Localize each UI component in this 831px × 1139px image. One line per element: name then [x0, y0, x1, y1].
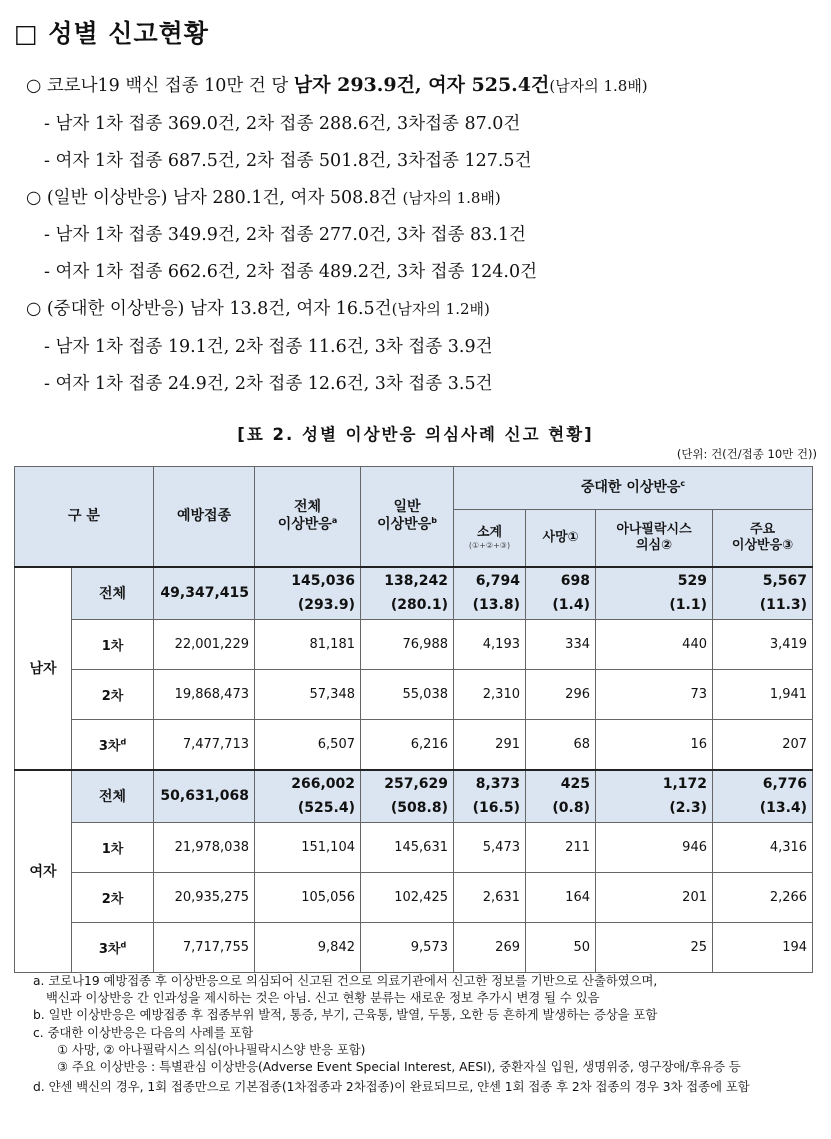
cell-death: 296 — [526, 670, 596, 720]
cell-general-ae: 138,242 (280.1) — [361, 567, 454, 620]
header-major-ae: 주요 이상반응③ — [713, 510, 813, 567]
table-row — [15, 670, 813, 720]
cell-death: 164 — [526, 873, 596, 923]
summary-highlight: 남자 293.9건, 여자 525.4건 — [293, 74, 550, 96]
summary-ratio: (남자의 1.8배) — [549, 77, 648, 95]
cell-vaccinations: 7,717,755 — [154, 923, 255, 973]
cell-vaccinations: 22,001,229 — [154, 620, 255, 670]
summary-line-male: - 남자 1차 접종 369.0건, 2차 접종 288.6건, 3차접종 87.0건 — [44, 114, 521, 134]
cell-general-ae: 55,038 — [361, 670, 454, 720]
header-subtotal: 소계 (①+②+③) — [454, 510, 526, 567]
cell-all-ae: 6,507 — [255, 720, 361, 770]
group-label-female: 여자 — [15, 770, 72, 973]
header-category: 구 분 — [15, 467, 154, 567]
summary-line-serious-female: - 여자 1차 접종 24.9건, 2차 접종 12.6건, 3차 접종 3.5건 — [44, 374, 493, 394]
header-anaphylaxis: 아나필락시스 의심② — [596, 510, 713, 567]
row-label: 전체 — [72, 567, 154, 620]
cell-subtotal: 269 — [454, 923, 526, 973]
header-serious-ae: 중대한 이상반응$^c$ — [454, 467, 813, 510]
footnote-a-cont: 백신과 이상반응 간 인과성을 제시하는 것은 아님. 신고 현황 분류는 새로운 정보 추가시 변경 될 수 있음 — [46, 991, 600, 1006]
cell-anaphylaxis: 946 — [596, 823, 713, 873]
cell-all-ae: 81,181 — [255, 620, 361, 670]
cell-general-ae: 6,216 — [361, 720, 454, 770]
footnote-c: c. 중대한 이상반응은 다음의 사례를 포함 — [33, 1025, 254, 1040]
cell-major-ae: 1,941 — [713, 670, 813, 720]
summary-text: ○ 코로나19 백신 접종 10만 건 당 — [26, 76, 294, 96]
cell-vaccinations: 49,347,415 — [154, 567, 255, 620]
footnotes — [33, 973, 818, 1096]
cell-anaphylaxis: 25 — [596, 923, 713, 973]
cell-death: 68 — [526, 720, 596, 770]
header-vaccinations: 예방접종 — [154, 467, 255, 567]
cell-death: 334 — [526, 620, 596, 670]
cell-death: 425 (0.8) — [526, 770, 596, 823]
table-row — [15, 823, 813, 873]
cell-general-ae: 145,631 — [361, 823, 454, 873]
summary-line-general-male: - 남자 1차 접종 349.9건, 2차 접종 277.0건, 3차 접종 83.1건 — [44, 225, 526, 245]
cell-subtotal: 2,310 — [454, 670, 526, 720]
table-unit: (단위: 건(건/접종 10만 건)) — [676, 447, 817, 461]
cell-subtotal: 6,794 (13.8) — [454, 567, 526, 620]
cell-major-ae: 5,567 (11.3) — [713, 567, 813, 620]
cell-subtotal: 4,193 — [454, 620, 526, 670]
cell-anaphylaxis: 16 — [596, 720, 713, 770]
cell-subtotal: 291 — [454, 720, 526, 770]
table-row — [15, 873, 813, 923]
footnote-b: b. 일반 이상반응은 예방접종 후 접종부위 발적, 통증, 부기, 근육통, 발열, 두통, 오한 등 흔하게 발생하는 증상을 포함 — [33, 1008, 658, 1023]
cell-general-ae: 102,425 — [361, 873, 454, 923]
group-label-male: 남자 — [15, 567, 72, 770]
summary-line-serious-male: - 남자 1차 접종 19.1건, 2차 접종 11.6건, 3차 접종 3.9건 — [44, 337, 493, 357]
row-label: 2차 — [72, 873, 154, 923]
cell-subtotal: 8,373 (16.5) — [454, 770, 526, 823]
table-row — [15, 923, 813, 973]
cell-major-ae: 4,316 — [713, 823, 813, 873]
header-all-ae: 전체 이상반응$^a$ — [255, 467, 361, 567]
footnote-a: a. 코로나19 예방접종 후 이상반응으로 의심되어 신고된 건으로 의료기관에서 신고한 정보를 기반으로 산출하였으며, — [33, 974, 658, 988]
cell-all-ae: 57,348 — [255, 670, 361, 720]
row-label: 3차$^d$ — [72, 720, 154, 770]
cell-general-ae: 9,573 — [361, 923, 454, 973]
footnote-c-item2: ③ 주요 이상반응 : 특별관심 이상반응(Adverse Event Special Interest, AESI), 중환자실 입원, 생명위중, 영구장애/후유증 등 — [57, 1060, 741, 1075]
summary-line-serious — [26, 295, 490, 320]
cell-anaphylaxis: 1,172 (2.3) — [596, 770, 713, 823]
cell-death: 698 (1.4) — [526, 567, 596, 620]
cell-anaphylaxis: 201 — [596, 873, 713, 923]
cell-all-ae: 151,104 — [255, 823, 361, 873]
adverse-event-table — [14, 466, 813, 973]
cell-vaccinations: 19,868,473 — [154, 670, 255, 720]
summary-line-total — [26, 70, 648, 97]
table-row — [15, 620, 813, 670]
table-row — [15, 720, 813, 770]
header-general-ae: 일반 이상반응$^b$ — [361, 467, 454, 567]
cell-all-ae: 145,036 (293.9) — [255, 567, 361, 620]
cell-major-ae: 6,776 (13.4) — [713, 770, 813, 823]
header-death: 사망① — [526, 510, 596, 567]
cell-death: 50 — [526, 923, 596, 973]
footnote-c-item1: ① 사망, ② 아나필락시스 의심(아나필락시스양 반응 포함) — [57, 1042, 366, 1057]
cell-anaphylaxis: 529 (1.1) — [596, 567, 713, 620]
table-row — [15, 770, 813, 823]
cell-vaccinations: 50,631,068 — [154, 770, 255, 823]
table-title: [표 2. 성별 이상반응 의심사례 신고 현황] — [237, 425, 594, 444]
cell-vaccinations: 21,978,038 — [154, 823, 255, 873]
summary-line-general — [26, 184, 501, 209]
cell-all-ae: 105,056 — [255, 873, 361, 923]
cell-death: 211 — [526, 823, 596, 873]
summary-text: ○ (중대한 이상반응) 남자 13.8건, 여자 16.5건 — [26, 299, 392, 319]
summary-text: ○ (일반 이상반응) 남자 280.1건, 여자 508.8건 — [26, 188, 403, 208]
page-heading: □ 성별 신고현황 — [14, 19, 209, 48]
cell-subtotal: 5,473 — [454, 823, 526, 873]
row-label: 2차 — [72, 670, 154, 720]
footnote-d: d. 얀센 백신의 경우, 1회 접종만으로 기본접종(1차접종과 2차접종)이 완료되므로, 얀센 1회 접종 후 2차 접종의 경우 3차 접종에 포함 — [33, 1080, 750, 1095]
row-label: 3차$^d$ — [72, 923, 154, 973]
table-row — [15, 567, 813, 620]
summary-ratio: (남자의 1.8배) — [402, 189, 501, 207]
cell-general-ae: 257,629 (508.8) — [361, 770, 454, 823]
cell-anaphylaxis: 73 — [596, 670, 713, 720]
cell-subtotal: 2,631 — [454, 873, 526, 923]
cell-all-ae: 266,002 (525.4) — [255, 770, 361, 823]
cell-major-ae: 194 — [713, 923, 813, 973]
cell-vaccinations: 7,477,713 — [154, 720, 255, 770]
cell-major-ae: 2,266 — [713, 873, 813, 923]
summary-line-general-female: - 여자 1차 접종 662.6건, 2차 접종 489.2건, 3차 접종 124.0건 — [44, 262, 538, 282]
row-label: 1차 — [72, 823, 154, 873]
cell-general-ae: 76,988 — [361, 620, 454, 670]
cell-major-ae: 207 — [713, 720, 813, 770]
cell-major-ae: 3,419 — [713, 620, 813, 670]
summary-line-female: - 여자 1차 접종 687.5건, 2차 접종 501.8건, 3차접종 127.5건 — [44, 151, 532, 171]
cell-vaccinations: 20,935,275 — [154, 873, 255, 923]
summary-ratio: (남자의 1.2배) — [391, 300, 490, 318]
row-label: 전체 — [72, 770, 154, 823]
row-label: 1차 — [72, 620, 154, 670]
cell-anaphylaxis: 440 — [596, 620, 713, 670]
cell-all-ae: 9,842 — [255, 923, 361, 973]
